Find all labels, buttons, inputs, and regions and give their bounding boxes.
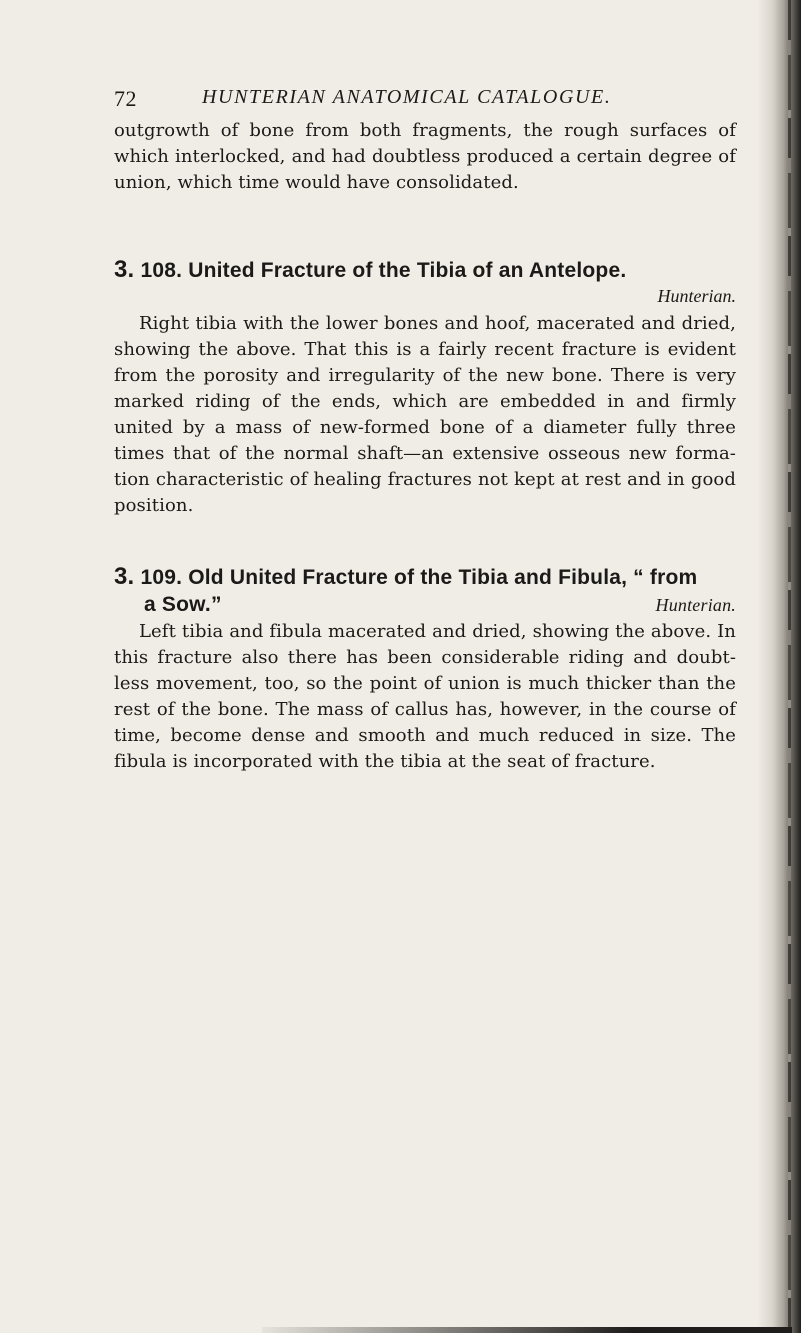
specimen-description-108: Right tibia with the lower bones and hoof, macerated and dried, showing the above. That this is a fairly recent fracture is evident from the porosity and irregularity of the new bone. There is very marked riding of the ends, which are embedded in and firmly united by a mass of new-formed bone of a diameter fully three times that of the normal shaft—an extensive osseous new forma-tion characteristic of healing fractures not kept at rest and in good position. xyxy=(114,313,736,516)
specimen-heading-108 xyxy=(114,256,736,285)
running-title: HUNTERIAN ANATOMICAL CATALOGUE. xyxy=(202,86,612,108)
specimen-description-109: Left tibia and fibula macerated and dried, showing the above. In this fracture also there has been considerable riding and doubt-less movement, too, so the point of union is much thicker than the rest of the bone. The mass of callus has, however, in the course of time, become dense and smooth and much reduced in size. The fibula is incorporated with the tibia at the seat of fracture. xyxy=(114,621,736,772)
specimen-title-line-2: a Sow.” xyxy=(144,593,222,616)
binding-edge-shadow xyxy=(757,0,801,1333)
specimen-title-line-1: Old United Fracture of the Tibia and Fibula, “ from xyxy=(188,566,698,589)
specimen-title: United Fracture of the Tibia of an Antelope. xyxy=(188,259,627,282)
page-bottom-shadow xyxy=(262,1327,792,1333)
specimen-number: 108. xyxy=(140,259,183,282)
specimen-series: 3. xyxy=(114,256,135,283)
continuation-paragraph: outgrowth of bone from both fragments, the rough surfaces of which interlocked, and had doubtless produced a certain degree of union, which time would have consolidated. xyxy=(114,120,736,193)
collection-label: Hunterian. xyxy=(655,595,736,615)
running-head xyxy=(114,86,714,116)
specimen-heading-109 xyxy=(114,563,736,619)
specimen-number: 109. xyxy=(140,566,183,589)
binding-edge-streak xyxy=(788,0,791,1333)
specimen-series: 3. xyxy=(114,563,135,590)
page-number: 72 xyxy=(114,86,137,111)
collection-label: Hunterian. xyxy=(657,286,736,306)
